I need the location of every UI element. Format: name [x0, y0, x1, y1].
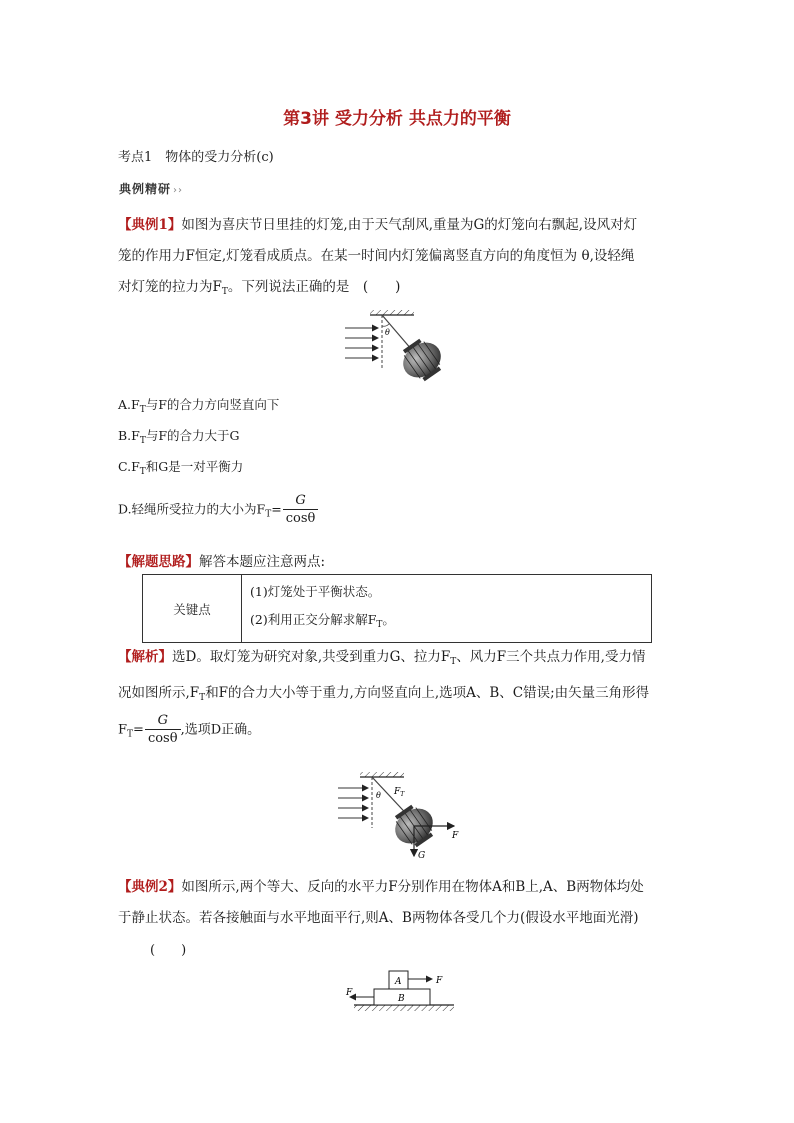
example2-tag: 【典例2】	[118, 879, 182, 895]
solution-line3-eq: =	[133, 722, 144, 738]
thinking-heading	[118, 550, 325, 570]
badge-decoration: ››	[173, 185, 184, 196]
wind-arrows	[338, 788, 368, 818]
force-a-label: F	[436, 976, 443, 986]
example1-text	[118, 210, 678, 308]
solution-line1-a: 选D。取灯笼为研究对象,共受到重力G、拉力F	[172, 649, 451, 665]
gravity-label: G	[418, 851, 426, 861]
wind-force-label: F	[452, 831, 459, 841]
block-b-label: B	[398, 994, 405, 1004]
key-point-2-sub: T	[376, 620, 383, 630]
example1-line2: 笼的作用力F恒定,灯笼看成质点。在某一时间内灯笼偏离竖直方向的角度恒为 θ,设轻绳	[118, 248, 635, 264]
page-title: 第3讲 受力分析 共点力的平衡	[283, 109, 511, 129]
option-d-denominator: cosθ	[285, 511, 316, 526]
solution-denominator: cosθ	[147, 731, 178, 746]
solution-line1-b: 、风力F三个共点力作用,受力情	[456, 649, 646, 665]
option-a-pre: A.F	[118, 397, 140, 412]
example1-tag: 【典例1】	[118, 217, 182, 233]
key-label-cell	[143, 575, 242, 643]
option-b-pre: B.F	[118, 428, 140, 443]
key-point-2-post: 。	[382, 612, 395, 627]
example-badge	[119, 180, 183, 197]
wind-arrows	[345, 328, 378, 358]
option-c-post: 和G是一对平衡力	[145, 459, 244, 474]
solution-line3	[118, 713, 260, 747]
solution-line3-pre: F	[118, 722, 128, 738]
thinking-text: 解答本题应注意两点:	[199, 554, 326, 570]
section-heading: 考点1 物体的受力分析(c)	[118, 150, 274, 165]
lantern-icon	[395, 333, 450, 384]
option-d-sub: T	[265, 509, 272, 520]
block-a-label: A	[395, 977, 402, 987]
option-d-eq: =	[271, 501, 282, 517]
option-a-sub: T	[139, 405, 146, 415]
example2-line1: 如图所示,两个等大、反向的水平力F分别作用在物体A和B上,A、B两物体均处	[181, 879, 644, 895]
solution-fraction	[145, 713, 181, 747]
option-a-post: 与F的合力方向竖直向下	[145, 397, 280, 412]
lantern-figure	[340, 308, 460, 384]
key-points-table	[142, 574, 652, 643]
key-content-cell	[242, 575, 652, 643]
tension-letter: F	[394, 787, 401, 797]
example2-line2: 于静止状态。若各接触面与水平地面平行,则A、B两物体各受几个力(假设水平地面光滑)	[118, 910, 639, 926]
ceiling-hatch	[370, 310, 414, 315]
option-c	[118, 457, 243, 477]
tension-label	[393, 787, 405, 798]
solution-line1-sub: T	[450, 657, 457, 667]
force-b-label: F	[346, 988, 353, 998]
key-point-1: (1)灯笼处于平衡状态。	[250, 584, 381, 599]
angle-arc	[382, 324, 389, 326]
solution-line2-a: 况如图所示,F	[118, 685, 200, 701]
option-c-sub: T	[139, 467, 146, 477]
solution-tag: 【解析】	[118, 649, 172, 665]
solution-line2-b: 和F的合力大小等于重力,方向竖直向上,选项A、B、C错误;由矢量三角形得	[205, 685, 650, 701]
badge-label: 典例精研	[119, 182, 172, 196]
option-b	[118, 426, 240, 446]
example1-line3-pre: 对灯笼的拉力为F	[118, 279, 222, 295]
key-label: 关键点	[173, 601, 211, 617]
ground-hatch	[354, 1005, 454, 1011]
example1-line1: 如图为喜庆节日里挂的灯笼,由于天气刮风,重量为G的灯笼向右飘起,设风对灯	[181, 217, 638, 233]
option-c-pre: C.F	[118, 459, 140, 474]
solution-line2-sub: T	[199, 693, 206, 703]
option-d-numerator: G	[283, 493, 319, 510]
ceiling-hatch	[360, 772, 404, 777]
solution-line3-post: ,选项D正确。	[180, 722, 261, 738]
force-diagram	[336, 770, 466, 862]
example2-text	[118, 872, 678, 934]
blocks-figure	[340, 965, 460, 1017]
theta-label: θ	[376, 791, 381, 800]
option-d-pre: D.轻绳所受拉力的大小为F	[118, 501, 266, 517]
option-b-post: 与F的合力大于G	[145, 428, 240, 443]
solution-numerator: G	[145, 713, 181, 730]
solution-line3-sub: T	[127, 729, 134, 740]
option-a	[118, 395, 279, 415]
option-d-fraction	[283, 493, 319, 527]
example2-answer-blank: ( )	[150, 943, 187, 958]
example1-line3-post: 。下列说法正确的是 ( )	[227, 279, 401, 295]
key-point-2-pre: (2)利用正交分解求解F	[250, 612, 377, 627]
thinking-tag: 【解题思路】	[118, 554, 199, 570]
option-b-sub: T	[139, 436, 146, 446]
tension-subscript: T	[400, 791, 405, 798]
theta-label: θ	[385, 328, 390, 337]
option-d	[118, 493, 318, 527]
example1-line3	[118, 272, 678, 308]
key-point-2	[250, 606, 643, 639]
solution-text	[118, 642, 678, 714]
example1-line3-sub: T	[221, 287, 228, 297]
